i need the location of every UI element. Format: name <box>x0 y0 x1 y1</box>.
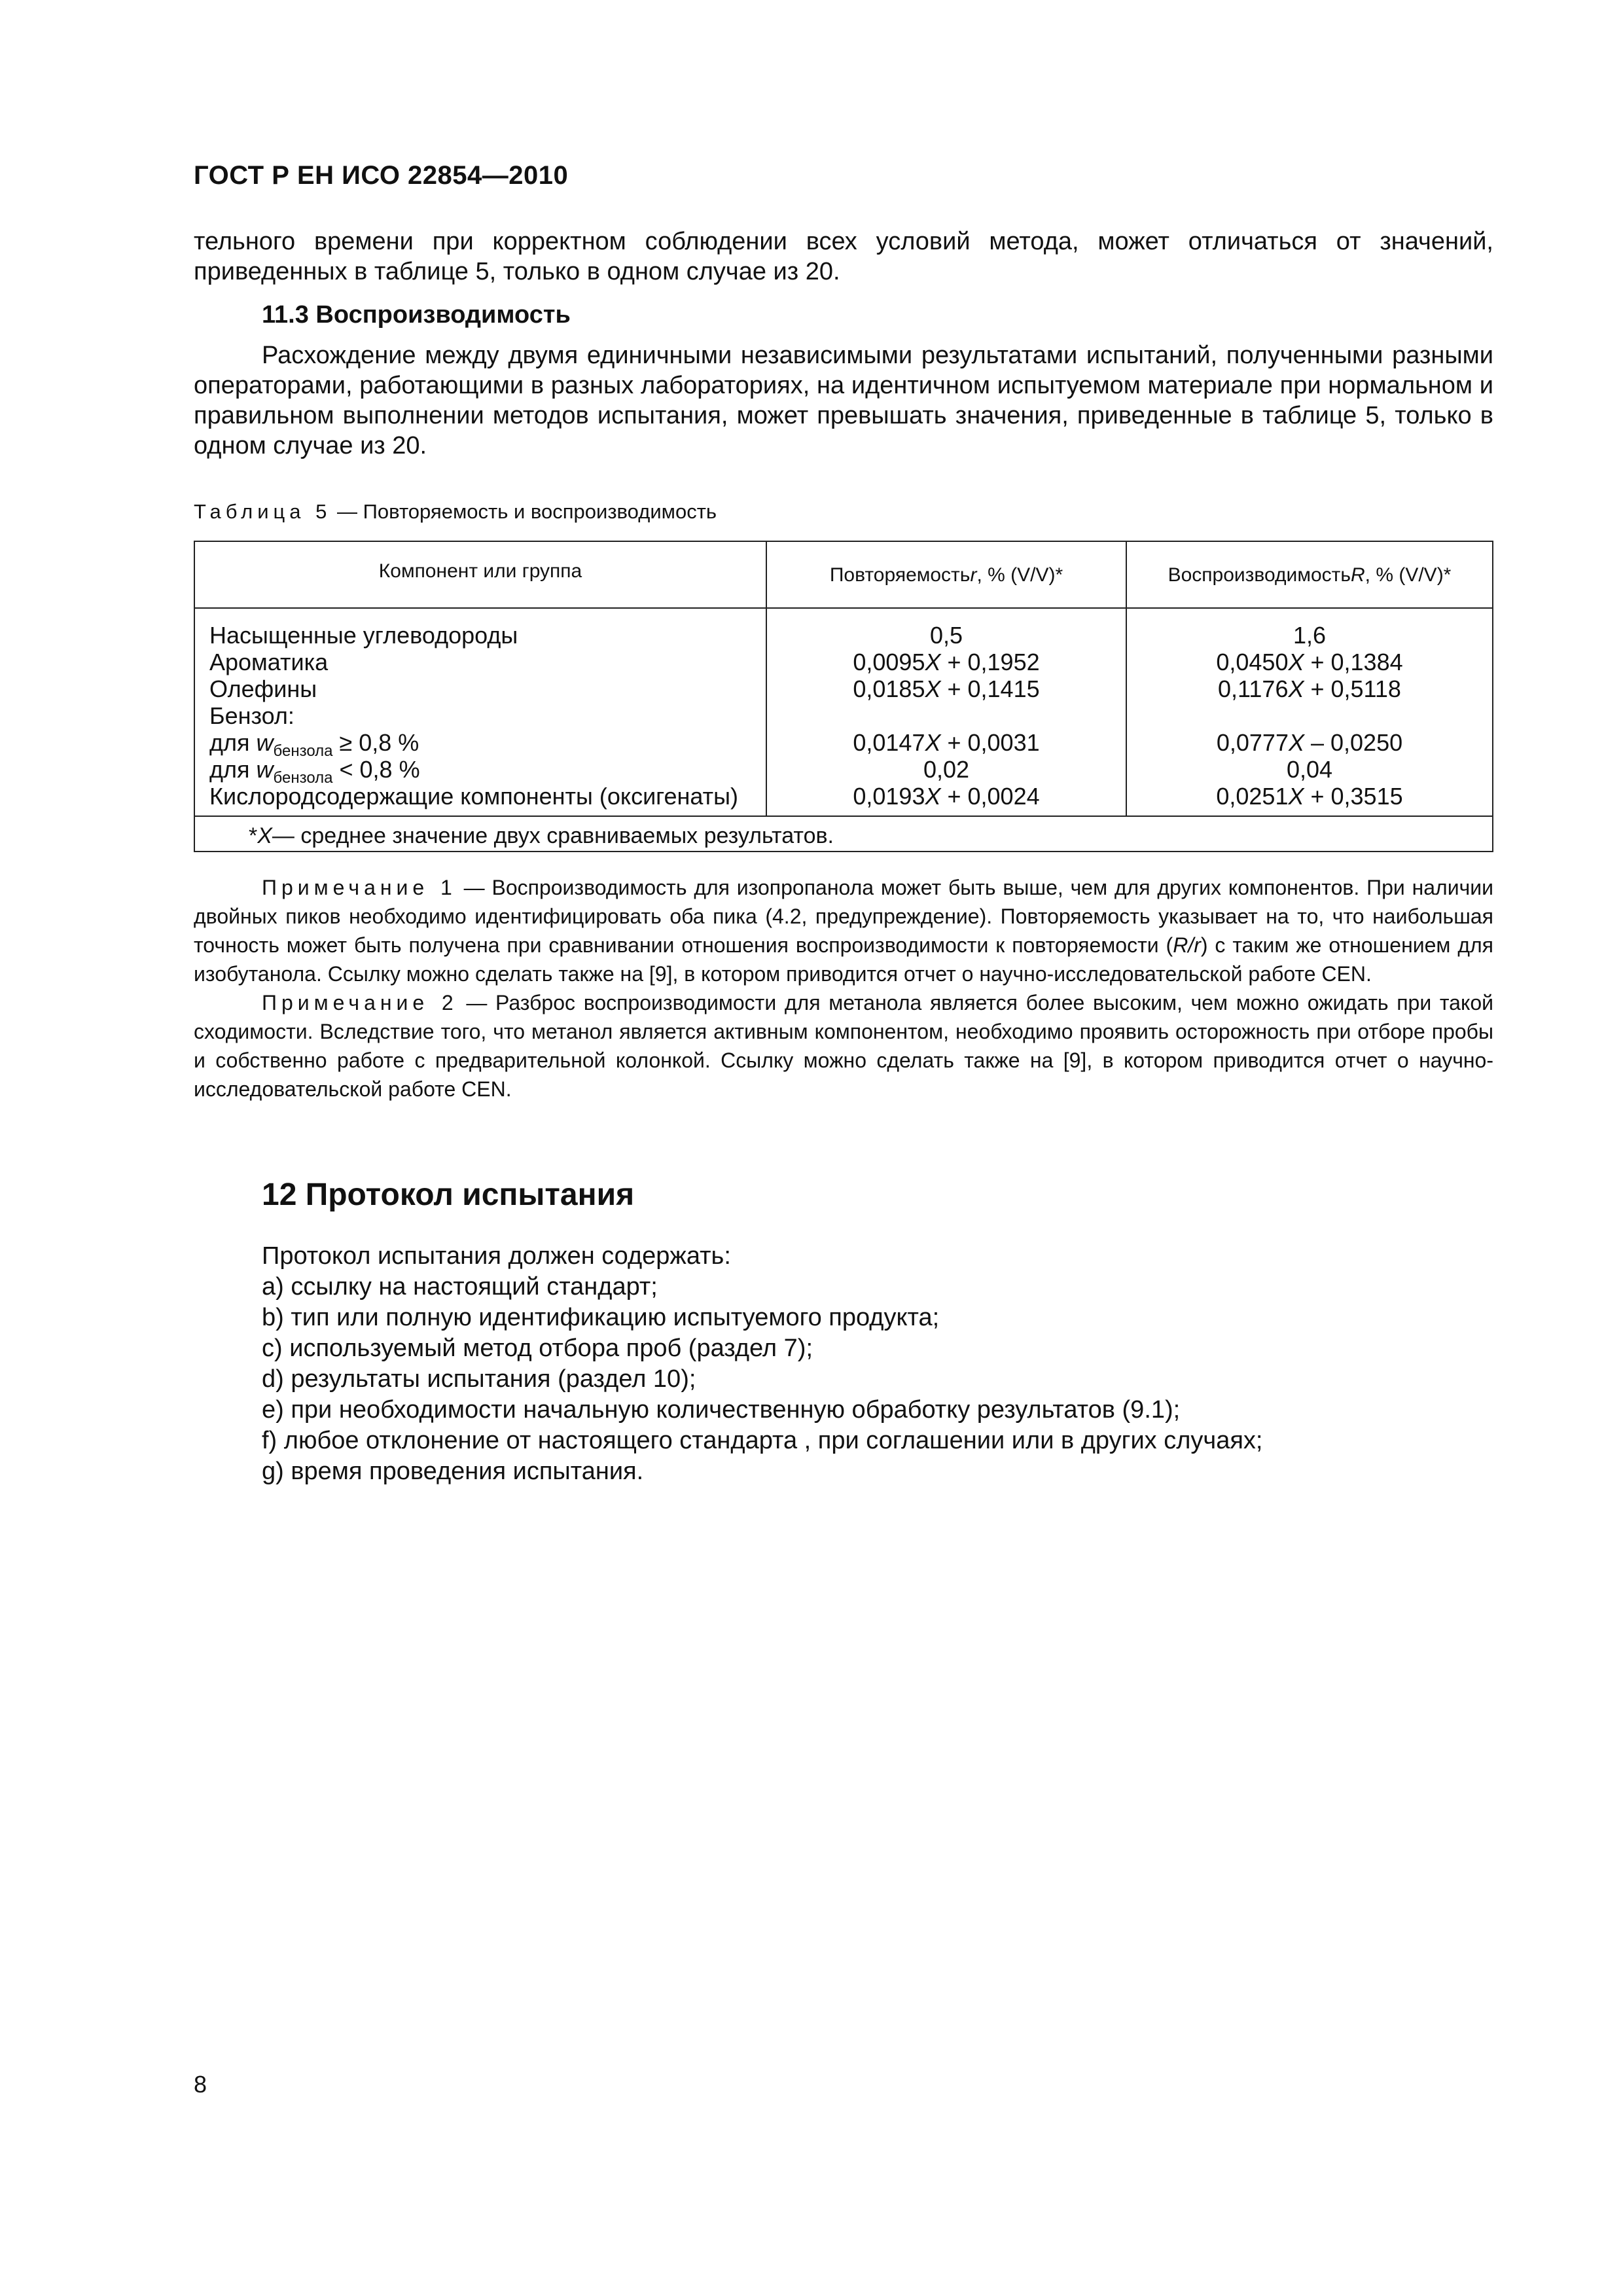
component-benzene-low: для $w_{бензола} < 0,8$ % <box>209 756 420 787</box>
repeatability-column <box>767 609 1127 816</box>
protocol-item-e: e) при необходимости начальную количественную обработку результатов (9.1); <box>262 1396 1181 1424</box>
protocol-item-c: c) используемый метод отбора проб (раздел 7); <box>262 1335 813 1362</box>
repeat-olefins: 0,0185X + 0,1415 <box>853 675 1040 702</box>
protocol-item-a: a) ссылку на настоящий стандарт; <box>262 1273 658 1300</box>
table-body <box>195 609 1492 817</box>
note-2: Примечание 2 — Разброс воспроизводимости для метанола является более высоким, чем можно ожидать при такой сходимости. Вследствие того, что метанол является активным компонентом, необходимо проявить осторожность при отборе пробы и собственно работе с предварительной колонкой. Ссылку можно сделать также на [9], в котором приводится отчет о научно-исследовательской работе CEN. <box>194 991 1494 1101</box>
section-11-3-title: 11.3 Воспроизводимость <box>262 301 571 329</box>
header-reproducibility: Воспроизводимость R , % (V/V)* <box>1168 564 1452 586</box>
protocol-list <box>262 1241 1262 1487</box>
component-column <box>195 609 767 816</box>
page-number: 8 <box>194 2071 207 2098</box>
intro-paragraph <box>194 226 1493 287</box>
component-benzene: Бензол: <box>209 702 294 729</box>
intro-text: тельного времени при корректном соблюдении всех условий метода, может отличаться от значений, приведенных в таблице 5, только в одном случае из 20. <box>194 228 1493 285</box>
table-caption-text: — Повторяемость и воспроизводимость <box>331 500 717 523</box>
header-repeatability: Повторяемость r , % (V/V)* <box>767 542 1127 607</box>
repeat-aromatics: 0,0095X + 0,1952 <box>853 649 1040 675</box>
component-aromatics: Ароматика <box>209 649 329 675</box>
repeat-saturated: 0,5 <box>929 622 963 649</box>
repro-olefins: 0,1176X + 0,5118 <box>1218 675 1401 702</box>
repeat-benzene-blank <box>767 702 1126 729</box>
component-saturated: Насыщенные углеводороды <box>209 622 518 649</box>
repro-benzene-high: 0,0777X – 0,0250 <box>1216 729 1403 756</box>
repeat-benzene-low: 0,02 <box>923 756 970 783</box>
table-caption-label: Таблица 5 <box>194 500 332 523</box>
component-olefins: Олефины <box>209 675 317 702</box>
note-1: Примечание 1 — Воспроизводимость для изопропанола может быть выше, чем для других компонентов. При наличии двойных пиков необходимо идентифицировать оба пика (4.2, предупреждение). Повторяемость указывает на то, что наибольшая точность может быть получена при сравнивании отношения воспроизводимости к повторяемости (R/r) с таким же отношением для изобутанола. Ссылку можно сделать также на [9], в котором приводится отчет о научно-исследовательской работе CEN. <box>194 876 1494 986</box>
note-2-label: Примечание 2 <box>262 991 458 1014</box>
repro-benzene-low: 0,04 <box>1286 756 1333 783</box>
section-12-title: 12 Протокол испытания <box>262 1177 635 1212</box>
protocol-item-b: b) тип или полную идентификацию испытуемого продукта; <box>262 1304 940 1331</box>
table-footnote: * X — среднее значение двух сравниваемых результатов. <box>249 823 834 848</box>
reproducibility-column <box>1127 609 1492 816</box>
header-component: Компонент или группа <box>195 542 767 607</box>
note-1-label: Примечание 1 <box>262 876 457 899</box>
protocol-item-f: f) любое отклонение от настоящего стандарта , при соглашении или в других случаях; <box>262 1427 1263 1454</box>
component-oxygenates: Кислородсодержащие компоненты (оксигенаты) <box>209 783 738 810</box>
repro-oxygenates: 0,0251X + 0,3515 <box>1216 783 1403 810</box>
repeatability-table <box>194 541 1493 852</box>
repeat-benzene-high: 0,0147X + 0,0031 <box>853 729 1040 756</box>
repeat-oxygenates: 0,0193X + 0,0024 <box>853 783 1040 810</box>
notes-section <box>194 873 1493 1103</box>
protocol-item-g: g) время проведения испытания. <box>262 1458 644 1485</box>
section-11-3-paragraph: Расхождение между двумя единичными независимыми результатами испытаний, полученными разными операторами, работающими в разных лабораториях, на идентичном испытуемом материале при нормальном и правильном выполнении методов испытания, может превышать значения, приведенные в таблице 5, только в одном случае из 20. <box>194 342 1493 459</box>
protocol-item-d: d) результаты испытания (раздел 10); <box>262 1365 696 1393</box>
repro-saturated: 1,6 <box>1293 622 1327 649</box>
table-caption <box>194 500 717 524</box>
section-11-3-body <box>194 340 1493 461</box>
table-header-row <box>195 542 1492 609</box>
protocol-intro: Протокол испытания должен содержать: <box>262 1242 731 1270</box>
repro-benzene-blank <box>1127 702 1492 729</box>
repro-aromatics: 0,0450X + 0,1384 <box>1216 649 1403 675</box>
component-benzene-high: для $w_{бензола} \ge 0,8$ % <box>209 729 419 760</box>
standard-header: ГОСТ Р ЕН ИСО 22854—2010 <box>194 161 569 190</box>
